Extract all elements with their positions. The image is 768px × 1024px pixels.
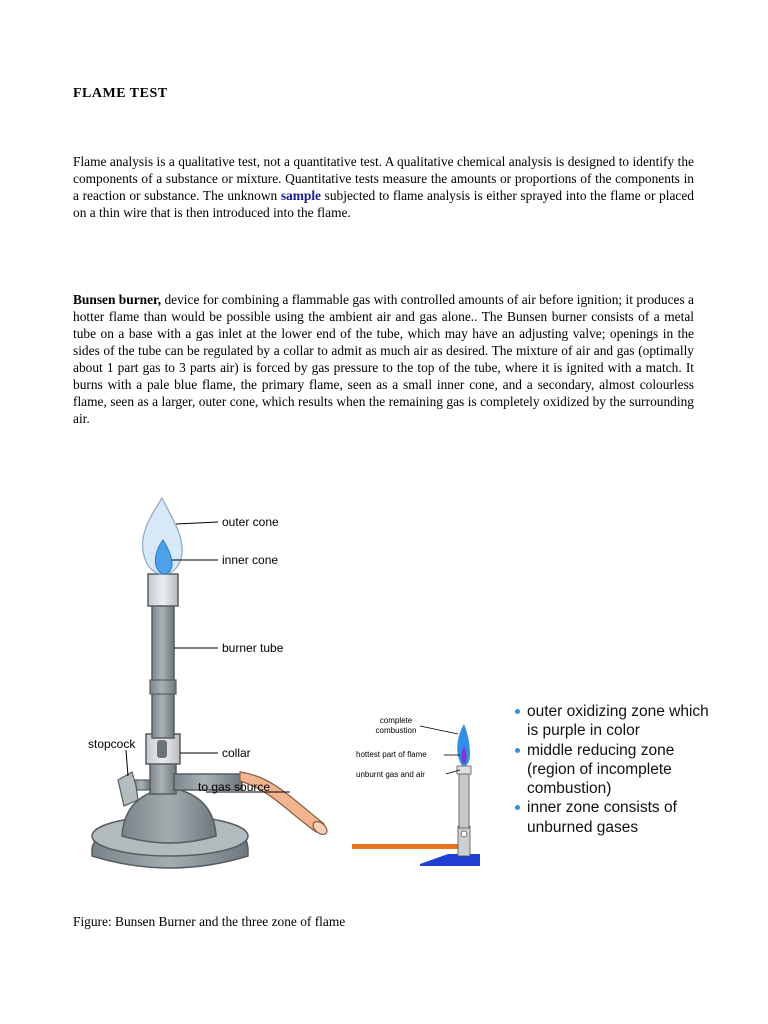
sample-link[interactable]: sample bbox=[280, 188, 322, 203]
small-burner-tube bbox=[459, 770, 469, 828]
figure-caption: Figure: Bunsen Burner and the three zone of flame bbox=[73, 914, 346, 929]
label-hottest: hottest part of flame bbox=[356, 750, 427, 759]
tube-rim bbox=[148, 574, 178, 606]
zone-item-middle bbox=[512, 741, 712, 799]
label-collar: collar bbox=[222, 746, 251, 760]
collar-opening bbox=[157, 740, 167, 758]
bunsen-burner-term: Bunsen burner, bbox=[73, 292, 162, 307]
label-burner-tube: burner tube bbox=[222, 641, 284, 655]
bullet-icon bbox=[515, 748, 520, 753]
bunsen-burner-diagram bbox=[80, 484, 350, 880]
burner-tube bbox=[152, 602, 174, 738]
bullet-icon bbox=[515, 709, 520, 714]
flame-analysis-text-end: subjected to flame analysis is either sprayed into the flame or placed on a thin wire that is then introduced into the flame. bbox=[73, 188, 694, 220]
zone-inner-text: inner zone consists of unburned gases bbox=[527, 799, 677, 836]
page-title: FLAME TEST bbox=[73, 86, 168, 101]
label-outer-cone: outer cone bbox=[222, 515, 279, 529]
small-burner-valve bbox=[461, 831, 467, 837]
label-complete-2: combustion bbox=[375, 726, 417, 735]
tube-ring bbox=[150, 680, 176, 694]
label-inner-cone: inner cone bbox=[222, 553, 279, 567]
label-unburnt: unburnt gas and air bbox=[356, 770, 425, 779]
zone-item-inner bbox=[512, 798, 712, 837]
flame-zone-list bbox=[512, 702, 712, 837]
stopcock-handle bbox=[118, 772, 138, 806]
flame-analysis-paragraph bbox=[73, 153, 694, 221]
bunsen-burner-paragraph bbox=[73, 291, 694, 427]
label-gas-source: to gas source bbox=[198, 780, 271, 794]
tube-lower bbox=[150, 762, 176, 794]
zone-item-outer bbox=[512, 702, 712, 741]
bunsen-burner-text: device for combining a flammable gas with controlled amounts of air before ignition; it produces a hotter flame than would be possible using the ambient air and gas alone.. The Bunsen burner consists of a metal tube on a base with a gas inlet at the lower end of the tube, which may have an adjusting valve; openings in the sides of the tube can be regulated by a collar to admit as much air as desired. The mixture of air and gas (optimally about 1 part gas to 3 parts air) is forced by gas pressure to the top of the tube, where it is ignited with a match. It burns with a pale blue flame, the primary flame, seen as a small inner cone, and a secondary, almost colourless flame, seen as a larger, outer cone, which results when the remaining gas is completely oxidized by the surrounding air. bbox=[73, 292, 694, 426]
small-burner-base bbox=[420, 854, 480, 866]
zone-outer-text: outer oxidizing zone which is purple in color bbox=[527, 703, 709, 740]
flame-analysis-text-start: Flame analysis is a qualitative test, not a quantitative test. A qualitative chemical analysis is designed to identify the components of a substance or mixture. Quantitative tests measure the amounts or proportions of the components in a reaction or substance. The unknown bbox=[73, 154, 694, 203]
label-complete-1: complete bbox=[379, 716, 413, 725]
gas-line bbox=[352, 844, 464, 849]
flame-zones-diagram bbox=[348, 706, 508, 876]
bullet-icon bbox=[515, 805, 520, 810]
zone-middle-text: middle reducing zone (region of incomplete combustion) bbox=[527, 741, 675, 798]
label-stopcock: stopcock bbox=[88, 737, 136, 751]
small-burner-collar bbox=[458, 826, 470, 856]
